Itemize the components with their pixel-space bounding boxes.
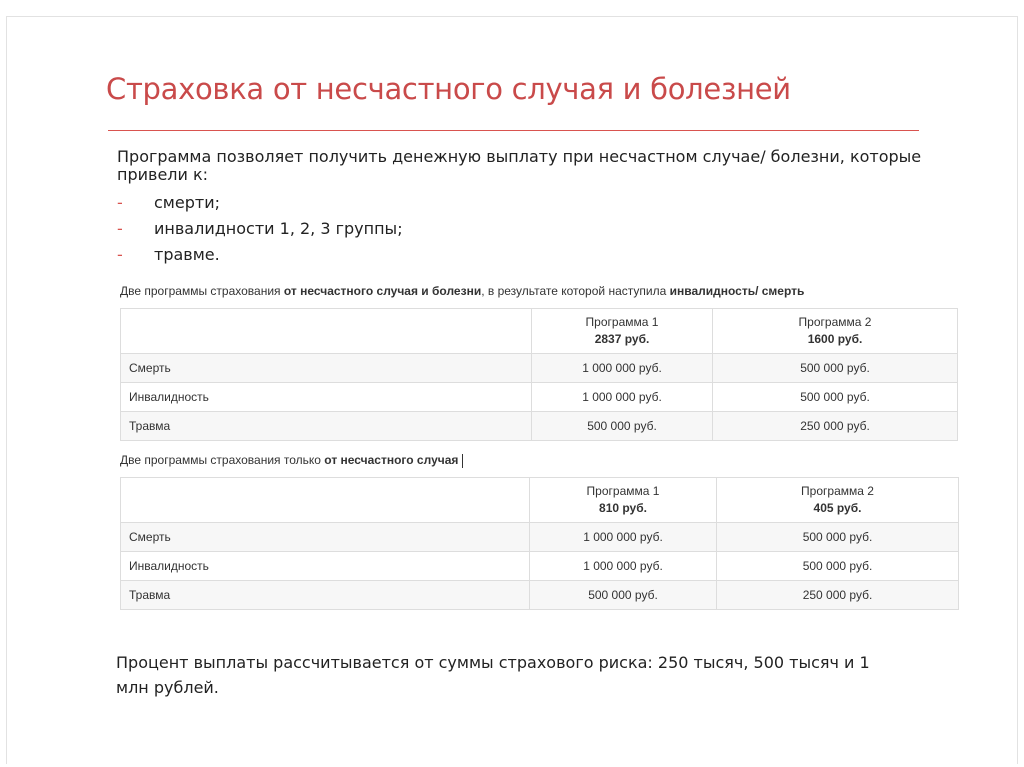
header-program-1: Программа 1 810 руб. — [530, 478, 717, 523]
program-2-value: 500 000 руб. — [713, 383, 958, 412]
list-item: - инвалидности 1, 2, 3 группы; — [117, 219, 403, 238]
table-row — [121, 383, 958, 412]
program-1-value: 1 000 000 руб. — [532, 383, 713, 412]
row-label: Смерть — [121, 354, 532, 383]
table-row — [121, 523, 959, 552]
row-label: Инвалидность — [121, 552, 530, 581]
list-item: - смерти; — [117, 193, 220, 212]
table-accident-only — [120, 477, 959, 610]
header-blank-cell — [121, 309, 532, 354]
row-label: Травма — [121, 412, 532, 441]
table-row — [121, 581, 959, 610]
program-1-value: 500 000 руб. — [532, 412, 713, 441]
program-2-value: 500 000 руб. — [713, 354, 958, 383]
table-row — [121, 354, 958, 383]
program-1-value: 1 000 000 руб. — [530, 552, 717, 581]
table2-caption: Две программы страхования только от несчастного случая — [120, 453, 463, 468]
row-label: Смерть — [121, 523, 530, 552]
program-2-value: 500 000 руб. — [717, 552, 959, 581]
program-1-value: 1 000 000 руб. — [530, 523, 717, 552]
condition-list — [117, 193, 403, 271]
title-divider — [108, 130, 919, 131]
payout-note: Процент выплаты рассчитывается от суммы страхового риска: 250 тысяч, 500 тысяч и 1 млн рублей. — [116, 653, 870, 697]
dash-marker: - — [117, 193, 123, 212]
text-cursor — [462, 454, 463, 468]
program-2-value: 500 000 руб. — [717, 523, 959, 552]
dash-marker: - — [117, 245, 123, 264]
table-row — [121, 552, 959, 581]
table1-caption: Две программы страхования от несчастного случая и болезни, в результате которой наступила инвалидность/ смерть — [120, 284, 805, 298]
program-2-value: 250 000 руб. — [717, 581, 959, 610]
header-program-1: Программа 1 2837 руб. — [532, 309, 713, 354]
page-title: Страховка от несчастного случая и болезней — [106, 72, 791, 106]
header-program-2: Программа 2 1600 руб. — [713, 309, 958, 354]
dash-marker: - — [117, 219, 123, 238]
program-2-value: 250 000 руб. — [713, 412, 958, 441]
program-1-value: 500 000 руб. — [530, 581, 717, 610]
row-label: Инвалидность — [121, 383, 532, 412]
intro-text: Программа позволяет получить денежную выплату при несчастном случае/ болезни, которые привели к: — [117, 147, 922, 184]
list-item: - травме. — [117, 245, 220, 264]
header-blank-cell — [121, 478, 530, 523]
program-1-value: 1 000 000 руб. — [532, 354, 713, 383]
row-label: Травма — [121, 581, 530, 610]
table-disability-death — [120, 308, 958, 441]
table-row — [121, 412, 958, 441]
header-program-2: Программа 2 405 руб. — [717, 478, 959, 523]
